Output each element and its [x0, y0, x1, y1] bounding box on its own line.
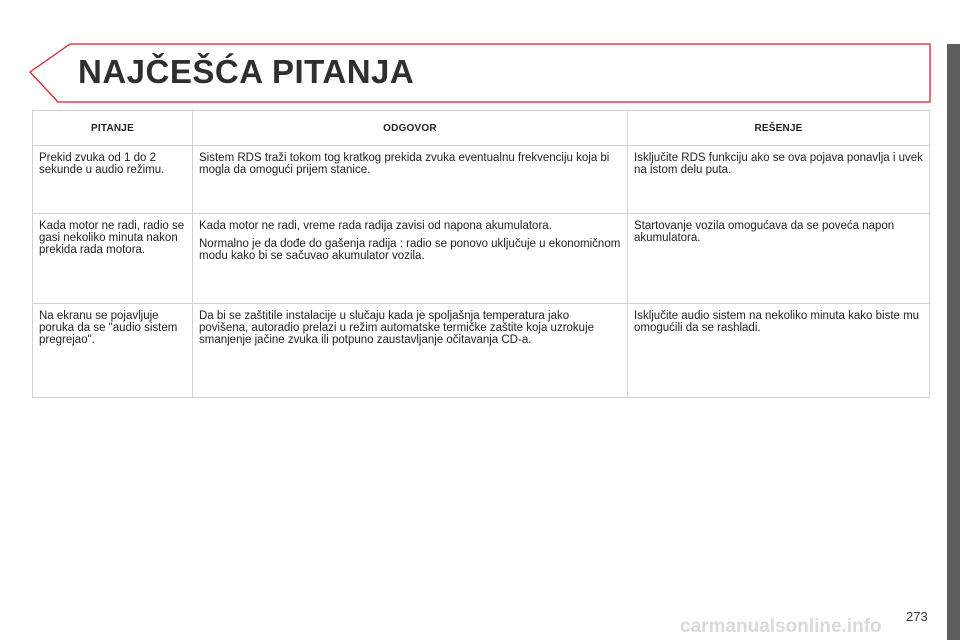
column-header-question: PITANJE [33, 111, 193, 146]
answer-cell [193, 214, 628, 304]
solution-cell: Isključite RDS funkciju ako se ova pojava ponavlja i uvek na istom delu puta. [628, 146, 930, 214]
page-number: 273 [906, 609, 928, 624]
question-cell: Prekid zvuka od 1 do 2 sekunde u audio režimu. [33, 146, 193, 214]
watermark: carmanualsonline.info [680, 616, 882, 637]
page-title: NAJČEŠĆA PITANJA [78, 53, 415, 90]
solution-cell: Startovanje vozila omogućava da se poveća napon akumulatora. [628, 214, 930, 304]
column-header-answer: ODGOVOR [193, 111, 628, 146]
answer-paragraph: Kada motor ne radi, vreme rada radija zavisi od napona akumulatora. [199, 220, 552, 232]
question-cell: Na ekranu se pojavljuje poruka da se "audio sistem pregrejao". [33, 304, 193, 398]
table-header-row [33, 111, 930, 146]
answer-cell [193, 146, 628, 214]
table-row [33, 146, 930, 214]
answer-cell [193, 304, 628, 398]
answer-paragraph: Sistem RDS traži tokom tog kratkog prekida zvuka eventualnu frekvenciju koja bi mogla da omogući prijem stanice. [199, 152, 610, 176]
side-bar [947, 44, 960, 640]
question-cell: Kada motor ne radi, radio se gasi nekoliko minuta nakon prekida rada motora. [33, 214, 193, 304]
table-row [33, 304, 930, 398]
table-row [33, 214, 930, 304]
answer-paragraph: Normalno je da dođe do gašenja radija : radio se ponovo uključuje u ekonomičnom modu kako bi se sačuvao akumulator vozila. [199, 238, 621, 262]
answer-paragraph: Da bi se zaštitile instalacije u slučaju kada je spoljašnja temperatura jako povišena, autoradio prelazi u režim automatske termičke zaštite koja uzrokuje smanjenje jačine zvuka ili potpuno zaustavljanje očitavanja CD-a. [199, 310, 595, 346]
faq-table [32, 110, 930, 398]
solution-cell: Isključite audio sistem na nekoliko minuta kako biste mu omogućili da se rashladi. [628, 304, 930, 398]
column-header-solution: REŠENJE [628, 111, 930, 146]
